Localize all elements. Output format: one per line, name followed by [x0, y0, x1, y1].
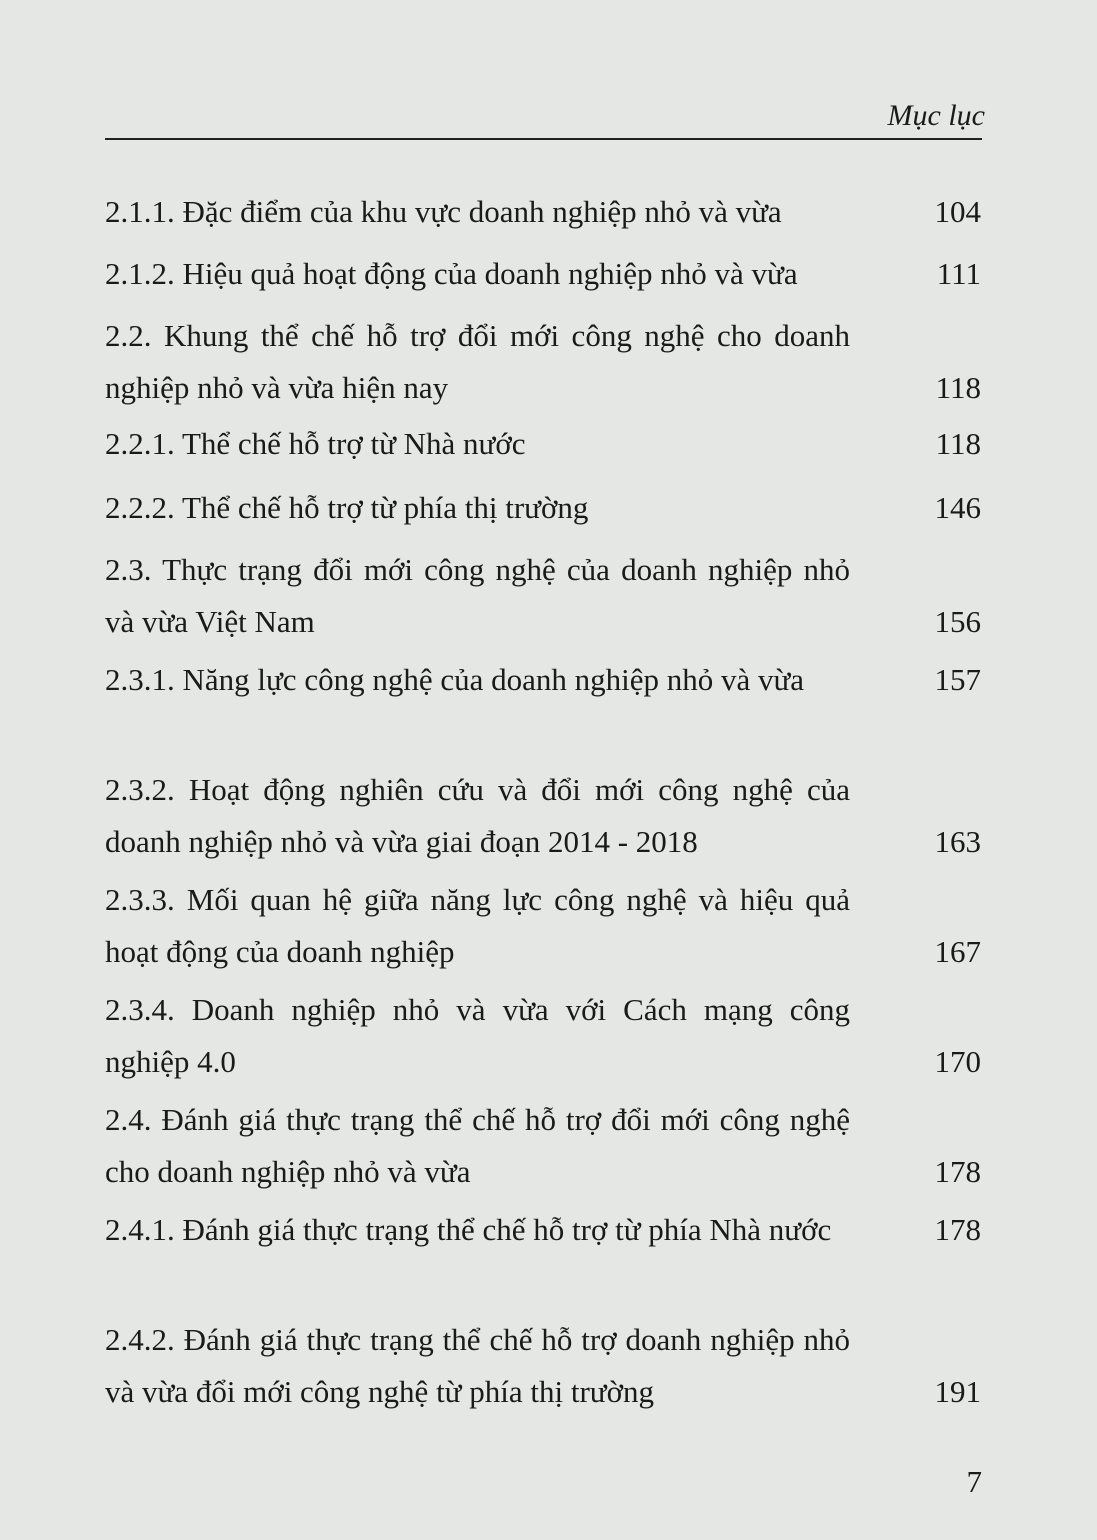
toc-entry[interactable]	[105, 418, 981, 470]
header-rule	[105, 138, 982, 140]
toc-entry-page: 104	[934, 194, 981, 229]
toc-entry-title: 2.4.2. Đánh giá thực trạng thể chế hỗ trợ doanh nghiệp nhỏ và vừa đổi mới công nghệ từ phía thị trường	[105, 1322, 850, 1409]
toc-entry-title: 2.4.1. Đánh giá thực trạng thể chế hỗ trợ từ phía Nhà nước	[105, 1212, 832, 1247]
toc-entry-page: 178	[934, 1154, 981, 1189]
toc-entry-title: 2.3.2. Hoạt động nghiên cứu và đổi mới công nghệ của doanh nghiệp nhỏ và vừa giai đoạn 2014 - 2018	[105, 772, 850, 859]
toc-entry[interactable]	[105, 984, 981, 1088]
toc-entry-title: 2.3.4. Doanh nghiệp nhỏ và vừa với Cách mạng công nghiệp 4.0	[105, 992, 850, 1079]
toc-entry-page: 146	[934, 490, 981, 525]
toc-entry-page: 167	[934, 934, 981, 969]
toc-entry-page: 170	[934, 1044, 981, 1079]
page-number: 7	[966, 1464, 982, 1499]
toc-entry-title: 2.3.3. Mối quan hệ giữa năng lực công nghệ và hiệu quả hoạt động của doanh nghiệp	[105, 882, 850, 969]
toc-entry-page: 111	[936, 256, 981, 291]
toc-entry-page: 156	[934, 604, 981, 639]
toc-entry[interactable]	[105, 874, 981, 978]
toc-entry[interactable]	[105, 1094, 981, 1198]
toc-entry-page: 157	[934, 662, 981, 697]
running-header-title: Mục lục	[887, 99, 985, 132]
toc-entry-title: 2.4. Đánh giá thực trạng thể chế hỗ trợ đổi mới công nghệ cho doanh nghiệp nhỏ và vừa	[105, 1102, 850, 1189]
toc-entry-title: 2.3. Thực trạng đổi mới công nghệ của doanh nghiệp nhỏ và vừa Việt Nam	[105, 552, 850, 639]
toc-entry-title: 2.2.2. Thể chế hỗ trợ từ phía thị trường	[105, 490, 589, 525]
toc-entry-page: 163	[934, 824, 981, 859]
toc-entry-title: 2.3.1. Năng lực công nghệ của doanh nghiệp nhỏ và vừa	[105, 662, 805, 697]
toc-entry[interactable]	[105, 544, 981, 648]
toc-entry[interactable]	[105, 482, 981, 534]
toc-entry-title: 2.1.2. Hiệu quả hoạt động của doanh nghiệp nhỏ và vừa	[105, 256, 798, 291]
toc-entry-page: 178	[934, 1212, 981, 1247]
toc-entry[interactable]	[105, 186, 981, 238]
toc-entry[interactable]	[105, 1314, 981, 1418]
toc-entry[interactable]	[105, 310, 981, 414]
toc-entry-page: 118	[935, 426, 981, 461]
toc-entry[interactable]	[105, 764, 981, 868]
toc-entry-title: 2.2. Khung thể chế hỗ trợ đổi mới công nghệ cho doanh nghiệp nhỏ và vừa hiện nay	[105, 318, 850, 405]
toc-entry-page: 191	[934, 1374, 981, 1409]
toc-entry[interactable]	[105, 654, 981, 706]
toc-entry[interactable]	[105, 1204, 981, 1256]
toc-entry-title: 2.2.1. Thể chế hỗ trợ từ Nhà nước	[105, 426, 526, 461]
toc-entry[interactable]	[105, 248, 981, 300]
toc-entry-page: 118	[935, 370, 981, 405]
toc-entry-title: 2.1.1. Đặc điểm của khu vực doanh nghiệp nhỏ và vừa	[105, 194, 782, 229]
